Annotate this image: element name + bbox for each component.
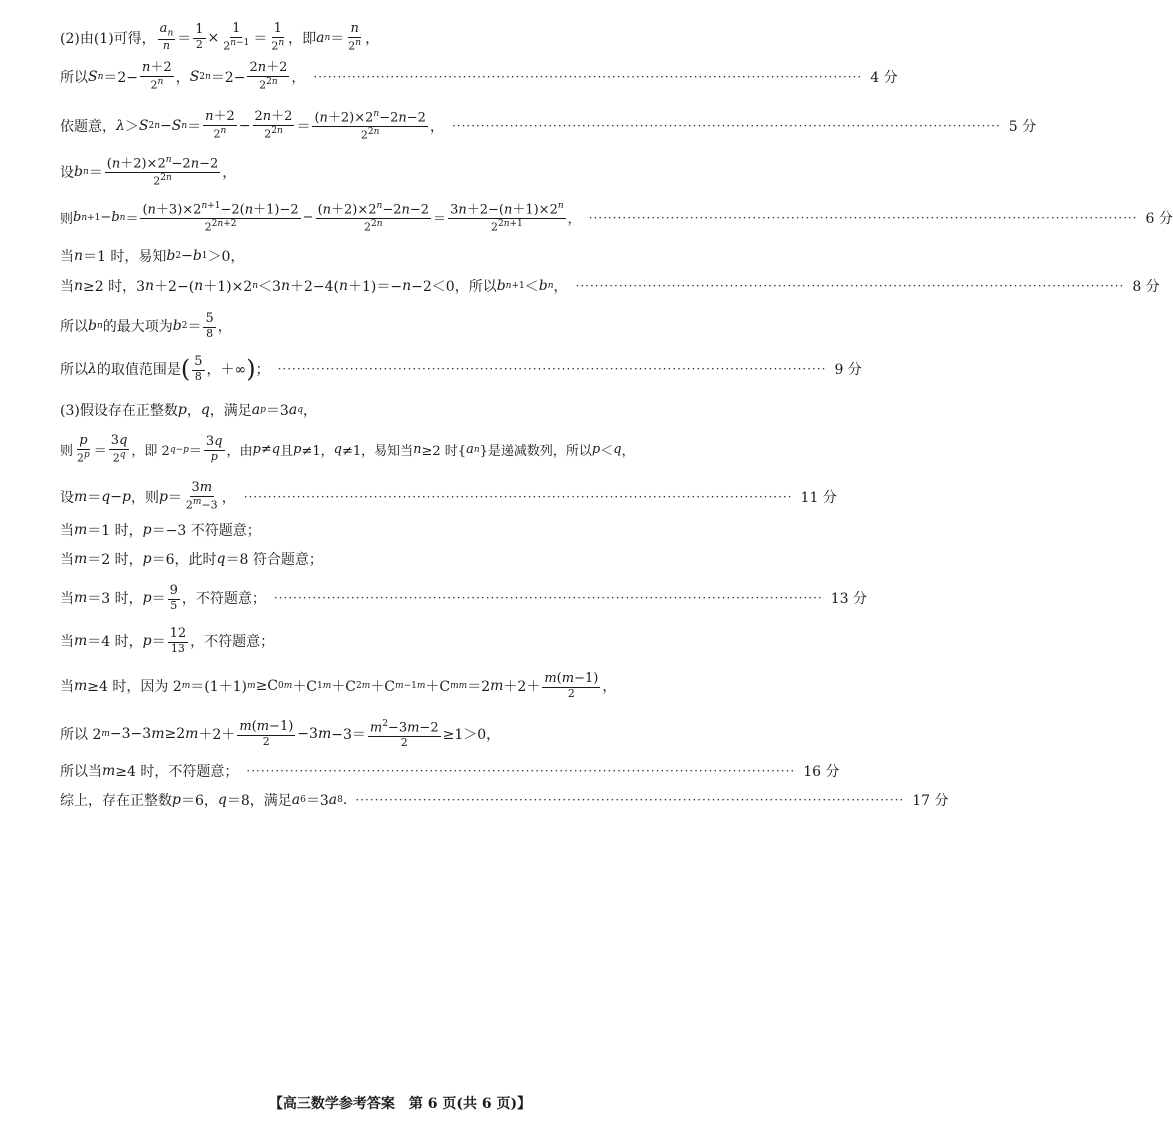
answer-line-9 <box>60 354 862 384</box>
line-15-content: 当 m ＝3 时， p ＝ $\frac{9}{5}$ ，不符题意； <box>60 583 266 612</box>
answer-line-6 <box>60 246 765 266</box>
line-20-content: 综上，存在正整数 p ＝6， q ＝8，满足 a 6 ＝3 a 8 . <box>60 792 348 809</box>
line-5-content: 则 b n+1 − b n ＝ $\frac{(n+3)\times 2^{n+1}-2(n+1)-2}{2^{2n+2}}$ − $\frac{(n+2)\times 2^n-2n-2}{2^{2n}}$ ＝ $\frac{3n+2-(n+1)\times 2^n}{2^{2n+1}}$ ， <box>60 201 581 234</box>
answer-line-18 <box>60 719 765 750</box>
line-9-content: 所以 λ 的取值范围是 ( $\frac{5}{8}$ ，＋∞ ) ； <box>60 354 270 384</box>
line-1-content: (2)由(1)可得， $\frac{a_n}{n}$ ＝ $\frac{1}{2}$ × $\frac{1}{2^{n-1}}$ ＝ $\frac{1}{2^n}$ ，即 a n ＝ $\frac{n}{2^n}$ ， <box>60 21 380 53</box>
line-13-content: 当 m ＝1 时， p ＝−3 不符题意； <box>60 522 261 539</box>
answer-line-2 <box>60 60 898 92</box>
line-14-content: 当 m ＝2 时， p ＝6，此时 q ＝8 符合题意； <box>60 551 323 568</box>
line-6-content: 当 n ＝1 时，易知 b 2 − b 1 ＞0， <box>60 248 245 265</box>
answer-line-11 <box>60 434 765 465</box>
score-label: 16 分 <box>803 764 840 780</box>
answer-line-15 <box>60 583 868 613</box>
answer-line-4 <box>60 155 765 189</box>
line-8-content: 所以 b n 的最大项为 b 2 ＝ $\frac{5}{8}$ ， <box>60 311 232 340</box>
line-12-content: 设 m ＝ q − p ，则 p ＝ $\frac{3m}{2^m-3}$ ， <box>60 480 236 512</box>
line-2-content: 所以 S n ＝2− $\frac{n+2}{2^n}$ ， S 2n ＝2− $\frac{2n+2}{2^{2n}}$ ， <box>60 60 306 92</box>
answer-line-12 <box>60 480 837 512</box>
page-footer: 【高三数学参考答案 第 6 页(共 6 页)】 <box>268 1096 532 1112</box>
line-10-content: (3)假设存在正整数 p ， q ，满足 a p ＝3 a q ， <box>60 402 317 419</box>
line-18-content: 所以 2 m −3−3 m ≥2 m ＋2＋ $\frac{m(m-1)}{2}$ −3 m −3＝ $\frac{m^2-3m-2}{2}$ ≥1＞0， <box>60 719 501 750</box>
leader-dots: ·················································································································· <box>273 591 823 606</box>
score-label: 5 分 <box>1008 118 1037 135</box>
answer-line-1 <box>60 22 765 53</box>
leader-dots: ·················································································································· <box>277 362 827 377</box>
line-7-content: 当 n ≥2 时，3 n ＋2−( n ＋1)×2 n ＜3 n ＋2−4( n ＋1)＝− n −2＜0，所以 b n+1 ＜ b n ， <box>60 278 568 295</box>
line-19-content: 所以当 m ≥4 时，不符题意； <box>60 763 239 780</box>
answer-line-19 <box>60 761 840 781</box>
leader-dots: ·················································································································· <box>313 69 863 84</box>
leader-dots: ·················································································································· <box>588 210 1138 225</box>
answer-line-8 <box>60 312 765 341</box>
score-label: 9 分 <box>834 362 862 379</box>
score-label: 8 分 <box>1132 279 1160 295</box>
line-16-content: 当 m ＝4 时， p ＝ $\frac{12}{13}$ ，不符题意； <box>60 626 275 655</box>
leader-dots: ·················································································································· <box>243 489 793 504</box>
leader-dots: ·················································································································· <box>246 764 796 778</box>
answer-line-20 <box>60 790 949 810</box>
answer-line-10 <box>60 400 765 420</box>
answer-line-16 <box>60 627 765 656</box>
score-label: 13 分 <box>830 591 868 608</box>
answer-line-7 <box>60 276 1160 296</box>
answer-line-17 <box>60 672 765 701</box>
leader-dots: ·················································································································· <box>355 793 905 807</box>
answer-line-3 <box>60 109 1037 143</box>
line-3-content: 依题意， λ ＞ S 2n − S n ＝ $\frac{n+2}{2^n}$ − $\frac{2n+2}{2^{2n}}$ ＝ $\frac{(n+2)\times 2^n-2n-2}{2^{2n}}$ ， <box>60 109 444 142</box>
score-label: 4 分 <box>870 69 898 86</box>
score-label: 17 分 <box>912 793 949 809</box>
line-17-content: 当 m ≥4 时，因为 2 m ＝(1＋1) m ≥C 0 m ＋C 1 m ＋C 2 m ＋C m−1 m ＋C m m ＝2 m ＋2＋ $\frac{m(m-1)}{2}$ ， <box>60 671 617 700</box>
leader-dots: ·················································································································· <box>575 279 1125 293</box>
line-11-content: 则 $\frac{p}{2^p}$ ＝ $\frac{3q}{2^q}$ ，即 2 q−p ＝ $\frac{3q}{p}$ ，由 p ≠ q 且 p ≠1， q ≠1，易知当 n ≥2 时{ a n }是递减数列，所以 p ＜ q ， <box>60 433 635 465</box>
answer-line-5 <box>60 201 1173 235</box>
leader-dots: ·················································································································· <box>451 118 1001 133</box>
answer-line-13 <box>60 520 765 540</box>
answer-line-14 <box>60 549 765 569</box>
score-label: 6 分 <box>1145 210 1173 227</box>
line-4-content: 设 b n ＝ $\frac{(n+2)\times 2^n-2n-2}{2^{2n}}$ ， <box>60 155 237 188</box>
score-label: 11 分 <box>800 489 837 506</box>
